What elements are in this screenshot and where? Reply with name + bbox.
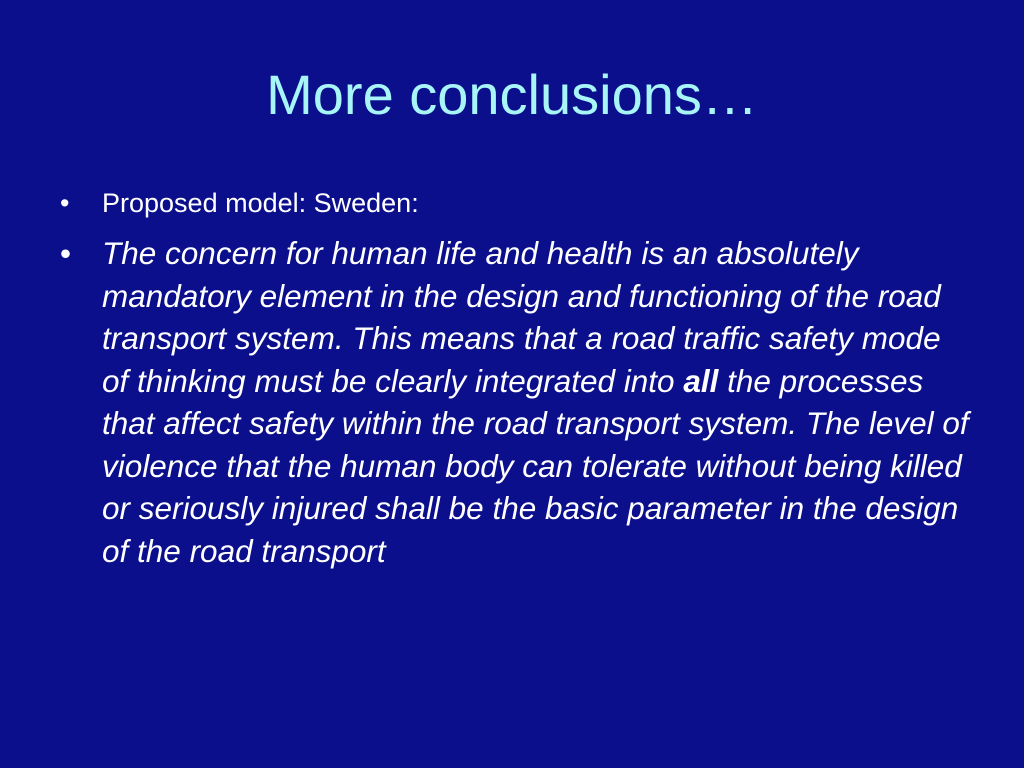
bullet-text: Proposed model: Sweden:: [102, 188, 419, 218]
bullet-text-emphasis: all: [683, 362, 719, 399]
bullet-text-part-1: The concern for human life and health is an absolutely mandatory element in the design and functioning of the road transport system. This means that a road traffic safety mode of thinking must be clearly integrated into: [102, 235, 941, 399]
bullet-marker: •: [60, 235, 72, 271]
bullet-marker: •: [60, 188, 70, 218]
bullet-item-sweden-quote: [60, 232, 970, 572]
bullet-text-part-2: the processes that affect safety within the road transport system. The level of violence that the human body can tolerate without being killed or seriously injured shall be the basic parameter in the design of the road transport: [102, 362, 969, 569]
bullet-item-proposed-model: [60, 186, 970, 220]
bullet-list: [60, 186, 970, 572]
slide-title: More conclusions…: [266, 63, 758, 126]
